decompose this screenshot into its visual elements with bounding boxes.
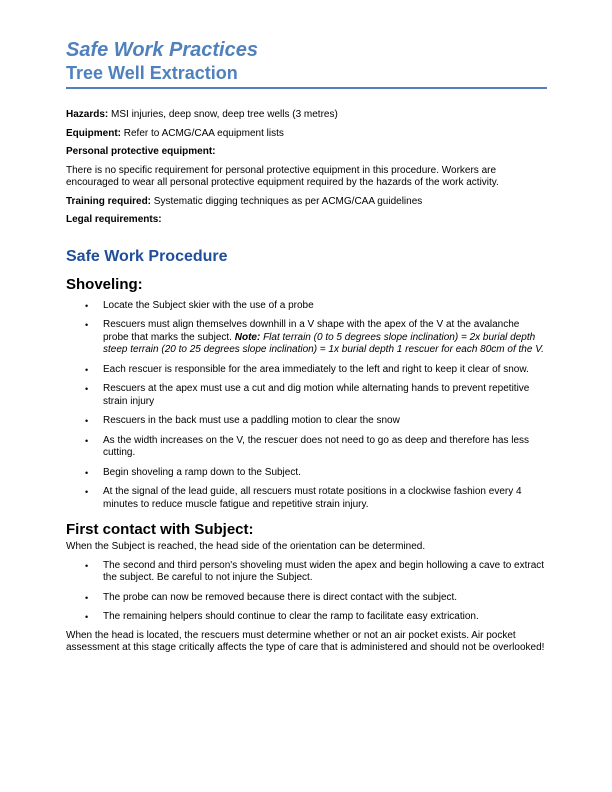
- equipment-value: Refer to ACMG/CAA equipment lists: [121, 127, 284, 139]
- equipment-label: Equipment:: [66, 127, 121, 139]
- closing-text: When the head is located, the rescuers must determine whether or not an air pocket exists. Air pocket assessment at this stage critically affects the type of care that is administered and should not be overlooked!: [66, 629, 545, 653]
- first-contact-list: [66, 560, 546, 624]
- bullet: •: [85, 384, 89, 394]
- bullet: •: [85, 300, 89, 311]
- list-item: • Each rescuer is responsible for the area immediately to the left and right to keep it clear of snow.: [85, 363, 529, 375]
- bullet: •: [85, 612, 89, 622]
- hazards-line: [66, 109, 546, 122]
- hazards-label: Hazards:: [66, 109, 109, 120]
- bullet: •: [85, 592, 89, 603]
- list-item: • As the width increases on the V, the rescuer does not need to go as deep and therefore has less cutting.: [85, 434, 530, 458]
- document-subtitle: Tree Well Extraction: [66, 63, 238, 83]
- shoveling-heading: Shoveling:: [66, 275, 143, 293]
- bullet: •: [85, 467, 89, 478]
- list-item: • Rescuers at the apex must use a cut and dig motion while alternating hands to prevent repetitive strain injury: [85, 383, 530, 407]
- list-item: • Begin shoveling a ramp down to the Subject.: [85, 466, 301, 478]
- bullet: •: [85, 487, 89, 497]
- first-contact-heading: First contact with Subject:: [66, 521, 254, 538]
- first-contact-intro: When the Subject is reached, the head side of the orientation can be determined.: [66, 541, 426, 552]
- title-rule: [66, 87, 547, 89]
- document-title: Safe Work Practices: [66, 39, 258, 61]
- list-item: • The remaining helpers should continue to clear the ramp to facilitate easy extrication.: [85, 611, 479, 622]
- bullet: •: [85, 320, 89, 330]
- ppe-label: Personal protective equipment:: [66, 146, 216, 157]
- list-item: • Locate the Subject skier with the use of a probe: [85, 299, 314, 311]
- list-item: • The second and third person's shoveling must widen the apex and begin hollowing a cave to extract the subject. Be careful to not injure the Subject.: [85, 559, 545, 583]
- note-label: Note:: [234, 331, 261, 343]
- bullet: •: [85, 435, 89, 446]
- list-item: • Rescuers in the back must use a paddling motion to clear the snow: [85, 415, 400, 426]
- bullet: •: [85, 364, 89, 375]
- hazards-value: MSI injuries, deep snow, deep tree wells (3 metres): [108, 109, 338, 120]
- training-label: Training required:: [66, 195, 152, 207]
- procedure-heading: Safe Work Procedure: [66, 247, 228, 265]
- list-item: • At the signal of the lead guide, all rescuers must rotate positions in a clockwise fashion every 4 minutes to reduce muscle fatigue and repetitive strain injury.: [85, 486, 522, 510]
- bullet: •: [85, 560, 89, 571]
- ppe-text: There is no specific requirement for personal protective equipment in this procedure. Workers are encouraged to wear all personal protective equipment required by the hazards of the work activity.: [66, 164, 499, 188]
- equipment-line: [66, 128, 546, 141]
- list-item: • Rescuers must align themselves downhill in a V shape with the apex of the V at the avalanche probe that marks the subject. Note: Flat terrain (0 to 5 degrees slope inclination) = 2x burial depth steep terrain (20 to 25 degrees slope inclination) = 1x burial depth 1 rescuer for each 80cm of the V.: [85, 319, 544, 355]
- document-page: [66, 38, 546, 655]
- training-value: Systematic digging techniques as per ACMG/CAA guidelines: [151, 195, 423, 207]
- training-line: [66, 196, 546, 209]
- shoveling-list: [66, 300, 546, 512]
- bullet: •: [85, 416, 89, 426]
- legal-label: Legal requirements:: [66, 214, 162, 225]
- note-text: Flat terrain (0 to 5 degrees slope inclination) = 2x burial depth steep terrain (20 to 25 degrees slope inclination) = 1x burial depth 1 rescuer for each 80cm of the V.: [103, 331, 544, 355]
- list-item: • The probe can now be removed because there is direct contact with the subject.: [85, 591, 458, 603]
